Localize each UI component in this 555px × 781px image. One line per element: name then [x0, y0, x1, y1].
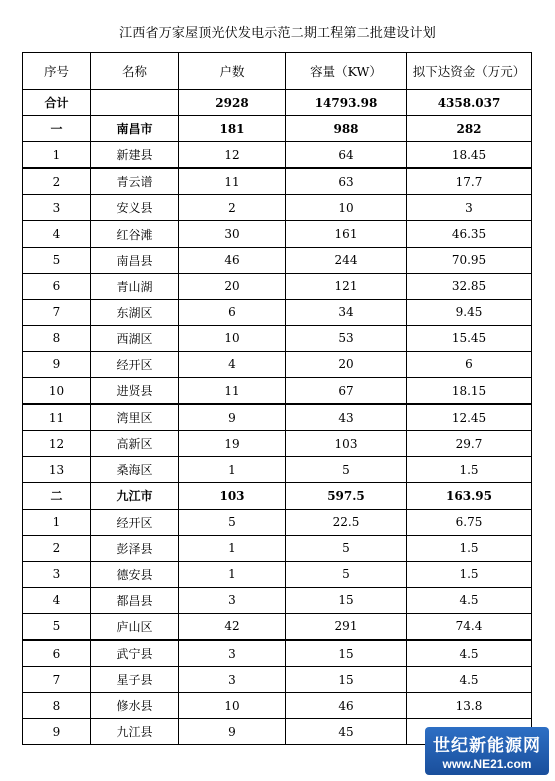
cell-no: 7 — [23, 667, 91, 693]
cell-funds: 18.45 — [407, 142, 532, 169]
cell-households: 46 — [179, 247, 286, 273]
document-title: 江西省万家屋顶光伏发电示范二期工程第二批建设计划 — [119, 26, 436, 41]
table-row — [23, 116, 532, 142]
cell-name: 武宁县 — [91, 640, 179, 667]
cell-no: 6 — [23, 640, 91, 667]
cell-name: 东湖区 — [91, 299, 179, 325]
cell-funds: 4.5 — [407, 667, 532, 693]
cell-funds: 13.8 — [407, 693, 532, 719]
cell-capacity: 53 — [286, 325, 407, 351]
cell-households: 11 — [179, 168, 286, 195]
cell-households: 9 — [179, 404, 286, 431]
cell-funds: 1.5 — [407, 561, 532, 587]
cell-funds: 15.45 — [407, 325, 532, 351]
cell-name: 南昌市 — [91, 116, 179, 142]
cell-name: 彭泽县 — [91, 535, 179, 561]
cell-households: 3 — [179, 667, 286, 693]
cell-funds: 1.5 — [407, 535, 532, 561]
column-header-households: 户数 — [179, 53, 286, 90]
cell-name: 修水县 — [91, 693, 179, 719]
cell-capacity: 15 — [286, 640, 407, 667]
table-row — [23, 142, 532, 169]
cell-no: 10 — [23, 378, 91, 405]
cell-funds: 1.5 — [407, 457, 532, 483]
cell-funds: 282 — [407, 116, 532, 142]
table-row — [23, 378, 532, 405]
cell-no: 12 — [23, 431, 91, 457]
cell-households: 10 — [179, 693, 286, 719]
cell-name: 星子县 — [91, 667, 179, 693]
cell-funds: 163.95 — [407, 483, 532, 509]
table-row — [23, 483, 532, 509]
watermark-site-name: 世纪新能源网 — [433, 736, 541, 756]
table-row — [23, 404, 532, 431]
cell-name: 都昌县 — [91, 587, 179, 613]
cell-funds: 17.7 — [407, 168, 532, 195]
cell-households: 19 — [179, 431, 286, 457]
cell-funds: 6 — [407, 351, 532, 377]
table-row — [23, 168, 532, 195]
cell-capacity: 10 — [286, 195, 407, 221]
column-header-name: 名称 — [91, 53, 179, 90]
table-row — [23, 299, 532, 325]
cell-no: 2 — [23, 168, 91, 195]
cell-funds: 12.45 — [407, 404, 532, 431]
cell-name: 青云谱 — [91, 168, 179, 195]
cell-funds: 4358.037 — [407, 90, 532, 116]
cell-capacity: 64 — [286, 142, 407, 169]
cell-no: 1 — [23, 142, 91, 169]
cell-name: 进贤县 — [91, 378, 179, 405]
cell-capacity: 15 — [286, 587, 407, 613]
table-row — [23, 457, 532, 483]
construction-plan-table — [22, 52, 532, 745]
column-header-capacity: 容量（KW） — [286, 53, 407, 90]
cell-no: 4 — [23, 587, 91, 613]
cell-name: 安义县 — [91, 195, 179, 221]
cell-funds: 32.85 — [407, 273, 532, 299]
table-row — [23, 325, 532, 351]
cell-capacity: 63 — [286, 168, 407, 195]
cell-no: 2 — [23, 535, 91, 561]
table-row — [23, 509, 532, 535]
cell-capacity: 121 — [286, 273, 407, 299]
cell-households: 3 — [179, 587, 286, 613]
cell-capacity: 14793.98 — [286, 90, 407, 116]
cell-capacity: 5 — [286, 535, 407, 561]
cell-no: 11 — [23, 404, 91, 431]
cell-capacity: 46 — [286, 693, 407, 719]
cell-no: 9 — [23, 351, 91, 377]
cell-funds: 18.15 — [407, 378, 532, 405]
cell-funds: 29.7 — [407, 431, 532, 457]
cell-households: 11 — [179, 378, 286, 405]
cell-no: 3 — [23, 561, 91, 587]
column-header-no: 序号 — [23, 53, 91, 90]
cell-funds: 9.45 — [407, 299, 532, 325]
cell-no: 合计 — [23, 90, 91, 116]
cell-households: 9 — [179, 719, 286, 745]
cell-households: 2 — [179, 195, 286, 221]
cell-funds: 46.35 — [407, 221, 532, 247]
cell-no: 3 — [23, 195, 91, 221]
cell-households: 3 — [179, 640, 286, 667]
cell-funds: 74.4 — [407, 613, 532, 640]
cell-name: 青山湖 — [91, 273, 179, 299]
cell-capacity: 988 — [286, 116, 407, 142]
cell-funds: 4.5 — [407, 587, 532, 613]
cell-capacity: 5 — [286, 561, 407, 587]
table-row — [23, 535, 532, 561]
cell-households: 4 — [179, 351, 286, 377]
cell-no: 9 — [23, 719, 91, 745]
cell-name: 南昌县 — [91, 247, 179, 273]
table-body — [23, 90, 532, 745]
cell-no: 二 — [23, 483, 91, 509]
watermark-url: www.NE21.com — [442, 757, 532, 771]
cell-funds: 70.95 — [407, 247, 532, 273]
cell-no: 8 — [23, 325, 91, 351]
cell-no: 4 — [23, 221, 91, 247]
table-row — [23, 247, 532, 273]
cell-no: 6 — [23, 273, 91, 299]
cell-households: 6 — [179, 299, 286, 325]
cell-capacity: 103 — [286, 431, 407, 457]
cell-households: 10 — [179, 325, 286, 351]
table-row — [23, 273, 532, 299]
cell-name: 经开区 — [91, 351, 179, 377]
cell-households: 30 — [179, 221, 286, 247]
table-row — [23, 693, 532, 719]
cell-name: 桑海区 — [91, 457, 179, 483]
cell-households: 42 — [179, 613, 286, 640]
cell-name: 德安县 — [91, 561, 179, 587]
table-row — [23, 351, 532, 377]
cell-capacity: 291 — [286, 613, 407, 640]
cell-households: 5 — [179, 509, 286, 535]
cell-capacity: 45 — [286, 719, 407, 745]
cell-capacity: 597.5 — [286, 483, 407, 509]
table-row — [23, 90, 532, 116]
table-row — [23, 221, 532, 247]
site-watermark — [425, 727, 549, 775]
table-row — [23, 195, 532, 221]
cell-households: 1 — [179, 535, 286, 561]
cell-name: 九江县 — [91, 719, 179, 745]
cell-name: 庐山区 — [91, 613, 179, 640]
cell-capacity: 43 — [286, 404, 407, 431]
cell-households: 103 — [179, 483, 286, 509]
table-header-row — [23, 53, 532, 90]
cell-capacity: 161 — [286, 221, 407, 247]
cell-no: 5 — [23, 247, 91, 273]
cell-households: 1 — [179, 561, 286, 587]
cell-capacity: 5 — [286, 457, 407, 483]
table-row — [23, 561, 532, 587]
cell-name: 西湖区 — [91, 325, 179, 351]
table-row — [23, 667, 532, 693]
cell-no: 1 — [23, 509, 91, 535]
table-row — [23, 587, 532, 613]
table-row — [23, 613, 532, 640]
cell-no: 8 — [23, 693, 91, 719]
cell-name — [91, 90, 179, 116]
cell-capacity: 20 — [286, 351, 407, 377]
table-row — [23, 431, 532, 457]
cell-name: 湾里区 — [91, 404, 179, 431]
cell-households: 1 — [179, 457, 286, 483]
cell-no: 13 — [23, 457, 91, 483]
cell-name: 高新区 — [91, 431, 179, 457]
cell-capacity: 34 — [286, 299, 407, 325]
cell-name: 九江市 — [91, 483, 179, 509]
cell-no: 5 — [23, 613, 91, 640]
cell-no: 一 — [23, 116, 91, 142]
cell-capacity: 244 — [286, 247, 407, 273]
cell-name: 新建县 — [91, 142, 179, 169]
cell-name: 经开区 — [91, 509, 179, 535]
cell-capacity: 15 — [286, 667, 407, 693]
cell-households: 181 — [179, 116, 286, 142]
table-row — [23, 640, 532, 667]
cell-households: 12 — [179, 142, 286, 169]
cell-capacity: 22.5 — [286, 509, 407, 535]
cell-no: 7 — [23, 299, 91, 325]
cell-capacity: 67 — [286, 378, 407, 405]
cell-funds: 4.5 — [407, 640, 532, 667]
cell-funds: 6.75 — [407, 509, 532, 535]
cell-name: 红谷滩 — [91, 221, 179, 247]
cell-funds: 3 — [407, 195, 532, 221]
cell-households: 20 — [179, 273, 286, 299]
cell-households: 2928 — [179, 90, 286, 116]
column-header-funds: 拟下达资金（万元） — [407, 53, 532, 90]
